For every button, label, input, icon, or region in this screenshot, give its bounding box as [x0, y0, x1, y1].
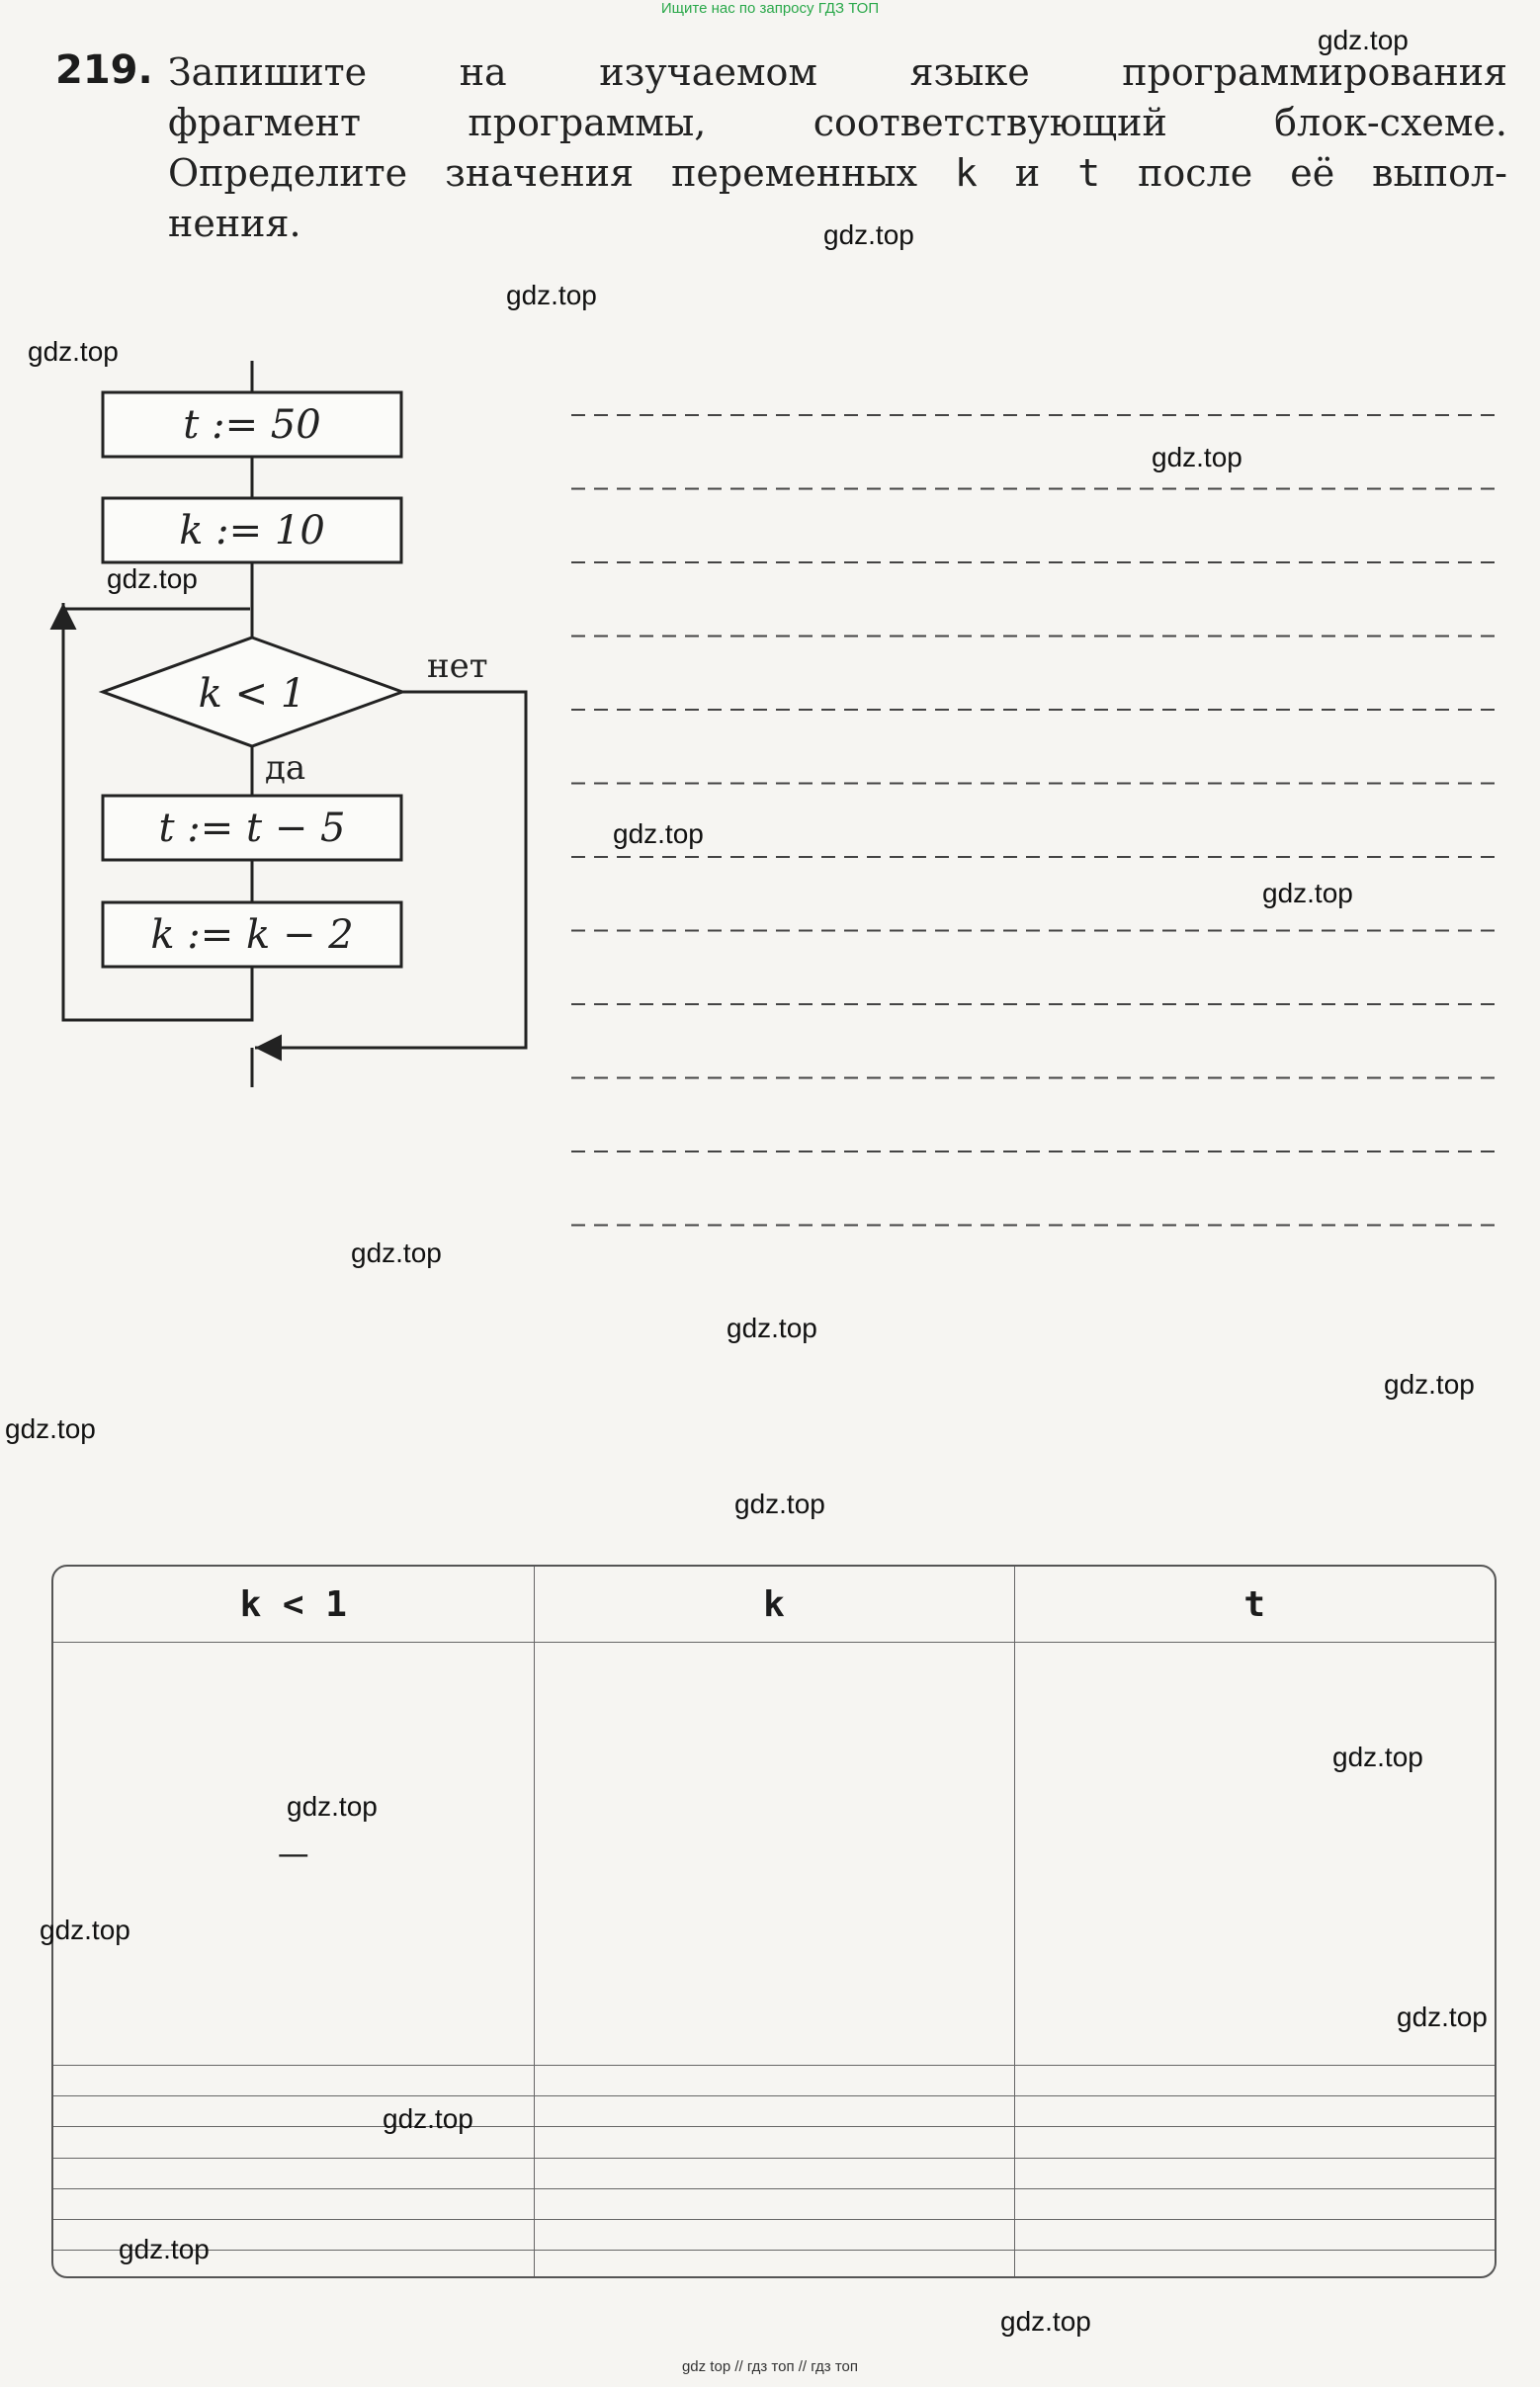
watermark: gdz.top: [727, 1313, 817, 1343]
table-row: [53, 2065, 1495, 2095]
block1-text: t := 50: [183, 402, 321, 448]
table-cell[interactable]: [534, 2188, 1014, 2219]
watermark: gdz.top: [734, 1489, 825, 1519]
table-cell[interactable]: [534, 2158, 1014, 2188]
flowchart: [40, 356, 554, 1107]
table-row: [53, 2220, 1495, 2251]
task-line-3-post: после её выпол-: [1100, 151, 1507, 195]
table-cell[interactable]: [53, 2065, 534, 2095]
table-cell[interactable]: [53, 2158, 534, 2188]
watermark: gdz.top: [613, 818, 704, 849]
table-cell[interactable]: [1014, 2220, 1495, 2251]
table-cell[interactable]: [534, 2095, 1014, 2126]
table-cell[interactable]: [1014, 2188, 1495, 2219]
watermark: gdz.top: [107, 563, 198, 594]
bottom-banner: gdz top // гдз топ // гдз топ: [681, 2358, 859, 2375]
watermark: gdz.top: [1262, 878, 1353, 908]
table-row: [53, 2095, 1495, 2126]
header-t: t: [1014, 1567, 1495, 1643]
table-cell[interactable]: [1014, 2251, 1495, 2276]
table-row: [53, 2158, 1495, 2188]
watermark: gdz.top: [506, 280, 597, 310]
task-line-4: нения.: [168, 202, 301, 245]
table-row: [53, 2251, 1495, 2276]
table-cell[interactable]: [534, 2127, 1014, 2158]
watermark: gdz.top: [1332, 1742, 1423, 1772]
watermark: gdz.top: [351, 1237, 442, 1268]
table-row: [53, 2188, 1495, 2219]
task-line-2: фрагмент программы, соответствующий блок-схеме.: [168, 101, 1507, 144]
table-cell[interactable]: [1014, 2158, 1495, 2188]
block4-text: k := k − 2: [150, 912, 354, 958]
top-banner: Ищите нас по запросу ГДЗ ТОП: [660, 0, 880, 17]
table-cell[interactable]: [534, 2220, 1014, 2251]
watermark: gdz.top: [383, 2103, 473, 2134]
table-cell[interactable]: [1014, 2127, 1495, 2158]
watermark: gdz.top: [5, 1413, 96, 1444]
watermark: gdz.top: [823, 219, 914, 250]
var-t: t: [1077, 151, 1101, 195]
header-k: k: [534, 1567, 1014, 1643]
no-label: нет: [427, 646, 488, 686]
task-line-1: Запишите на изучаемом языке программирования: [168, 50, 1507, 94]
watermark: gdz.top: [1397, 2002, 1488, 2032]
watermark: gdz.top: [1152, 442, 1242, 472]
watermark: gdz.top: [1318, 25, 1409, 55]
task-number: 219.: [55, 47, 153, 93]
yes-label: да: [265, 748, 306, 788]
task-line-3: [168, 148, 1507, 199]
var-k: k: [955, 151, 978, 195]
table-row: [53, 1643, 1495, 2066]
table-cell[interactable]: [1014, 2095, 1495, 2126]
table-cell[interactable]: [534, 2065, 1014, 2095]
answer-lines: [571, 395, 1500, 1265]
table-cell[interactable]: [534, 1643, 1014, 2066]
watermark: gdz.top: [1000, 2306, 1091, 2337]
block3-text: t := t − 5: [158, 806, 346, 851]
watermark: gdz.top: [28, 336, 119, 367]
table-cell[interactable]: [1014, 2065, 1495, 2095]
watermark: gdz.top: [1384, 1369, 1475, 1400]
task-line-3-pre: Определите значения переменных: [168, 151, 956, 195]
task-line-3-mid: и: [977, 151, 1078, 195]
table-cell[interactable]: [53, 2188, 534, 2219]
table-cell[interactable]: [534, 2251, 1014, 2276]
trace-table: [51, 1565, 1497, 2278]
table-row: [53, 2127, 1495, 2158]
watermark: gdz.top: [119, 2234, 210, 2264]
header-condition: k < 1: [53, 1567, 534, 1643]
condition-text: k < 1: [198, 671, 306, 717]
table-cell[interactable]: —: [53, 1643, 534, 2066]
watermark: gdz.top: [40, 1915, 130, 1945]
watermark: gdz.top: [287, 1791, 378, 1822]
block2-text: k := 10: [179, 508, 325, 554]
